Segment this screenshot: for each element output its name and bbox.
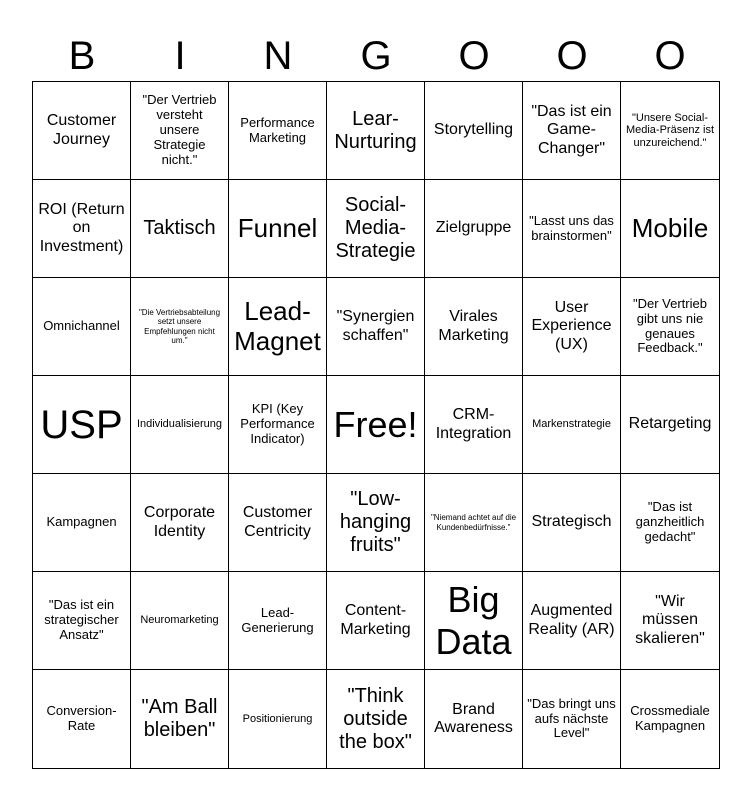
bingo-cell[interactable]: Lead-Generierung xyxy=(229,572,327,670)
bingo-cell[interactable]: "Das ist ganzheitlich gedacht" xyxy=(621,474,719,572)
bingo-cell[interactable]: CRM-Integration xyxy=(425,376,523,474)
bingo-cell[interactable]: Strategisch xyxy=(523,474,621,572)
bingo-cell[interactable]: Retargeting xyxy=(621,376,719,474)
bingo-cell[interactable]: "Niemand achtet auf die Kundenbedürfnisse." xyxy=(425,474,523,572)
bingo-header xyxy=(33,30,719,82)
bingo-cell[interactable]: Omnichannel xyxy=(33,278,131,376)
bingo-cell[interactable]: "Der Vertrieb gibt uns nie genaues Feedback." xyxy=(621,278,719,376)
bingo-grid xyxy=(32,81,720,769)
bingo-cell[interactable]: Customer Centricity xyxy=(229,474,327,572)
bingo-cell[interactable]: Conversion-Rate xyxy=(33,670,131,768)
bingo-cell[interactable]: Augmented Reality (AR) xyxy=(523,572,621,670)
bingo-cell[interactable]: Lear-Nurturing xyxy=(327,82,425,180)
header-letter: G xyxy=(360,34,392,78)
bingo-cell[interactable]: USP xyxy=(33,376,131,474)
bingo-cell[interactable]: KPI (Key Performance Indicator) xyxy=(229,376,327,474)
bingo-cell[interactable]: "Lasst uns das brainstormen" xyxy=(523,180,621,278)
bingo-cell[interactable]: "Low-hanging fruits" xyxy=(327,474,425,572)
bingo-cell[interactable]: Corporate Identity xyxy=(131,474,229,572)
bingo-cell[interactable]: Markenstrategie xyxy=(523,376,621,474)
bingo-cell[interactable]: Lead-Magnet xyxy=(229,278,327,376)
header-letter: O xyxy=(556,34,588,78)
header-letter: O xyxy=(654,34,686,78)
bingo-cell[interactable]: Content-Marketing xyxy=(327,572,425,670)
bingo-cell[interactable]: Positionierung xyxy=(229,670,327,768)
bingo-cell[interactable]: "Synergien schaffen" xyxy=(327,278,425,376)
bingo-cell[interactable]: Kampagnen xyxy=(33,474,131,572)
header-letter: B xyxy=(68,34,96,78)
bingo-cell[interactable]: "Das ist ein strategischer Ansatz" xyxy=(33,572,131,670)
bingo-cell[interactable]: Crossmediale Kampagnen xyxy=(630,703,710,733)
bingo-cell[interactable]: Customer Journey xyxy=(33,82,131,180)
bingo-cell[interactable]: Virales Marketing xyxy=(425,278,523,376)
bingo-cell[interactable]: Big Data xyxy=(425,572,523,670)
bingo-cell[interactable]: Performance Marketing xyxy=(229,82,327,180)
bingo-cell[interactable]: "Das bringt uns aufs nächste Level" xyxy=(523,670,621,768)
bingo-cell[interactable]: Taktisch xyxy=(131,180,229,278)
bingo-cell[interactable]: User Experience (UX) xyxy=(523,278,621,376)
bingo-cell[interactable]: "Think outside the box" xyxy=(327,670,425,768)
bingo-cell[interactable]: Storytelling xyxy=(425,82,523,180)
bingo-cell[interactable]: Social-Media-Strategie xyxy=(327,180,425,278)
free-space-cell[interactable]: Free! xyxy=(327,376,425,474)
bingo-cell[interactable]: "Der Vertrieb versteht unsere Strategie nicht." xyxy=(131,82,229,180)
bingo-cell[interactable]: "Wir müssen skalieren" xyxy=(621,572,719,670)
header-letter: O xyxy=(458,34,490,78)
bingo-cell[interactable]: Funnel xyxy=(229,180,327,278)
bingo-cell[interactable]: Individualisierung xyxy=(131,376,229,474)
bingo-cell[interactable]: "Das ist ein Game-Changer" xyxy=(523,82,621,180)
bingo-cell[interactable]: Neuromarketing xyxy=(131,572,229,670)
bingo-cell[interactable]: ROI (Return on Investment) xyxy=(33,180,131,278)
header-letter: I xyxy=(174,34,186,78)
bingo-cell[interactable]: Zielgruppe xyxy=(425,180,523,278)
bingo-cell[interactable]: Mobile xyxy=(621,180,719,278)
bingo-cell[interactable]: "Am Ball bleiben" xyxy=(131,670,229,768)
bingo-cell[interactable]: "Die Vertriebsabteilung setzt unsere Empfehlungen nicht um." xyxy=(131,278,229,376)
bingo-cell[interactable]: Brand Awareness xyxy=(425,670,523,768)
header-letter: N xyxy=(263,34,293,78)
bingo-cell[interactable]: "Unsere Social-Media-Präsenz ist unzureichend." xyxy=(621,82,719,180)
